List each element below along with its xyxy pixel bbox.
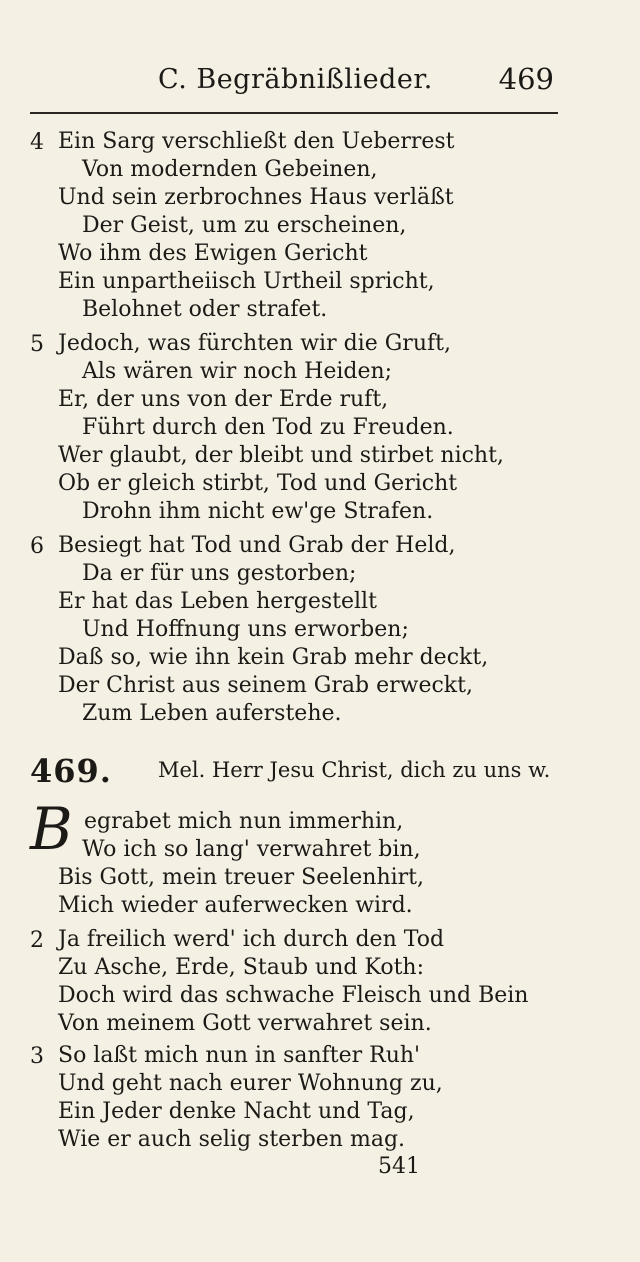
section-title: C. Begräbnißlieder.	[158, 64, 433, 95]
verse-line: Besiegt hat Tod und Grab der Held,	[58, 533, 456, 558]
verse-line: So laßt mich nun in sanfter Ruh'	[58, 1043, 421, 1068]
verse-line: Wo ich so lang' verwahret bin,	[82, 837, 421, 862]
stanza-number: 4	[30, 130, 44, 155]
verse-line: Zu Asche, Erde, Staub und Koth:	[58, 955, 424, 980]
verse-line: Wo ihm des Ewigen Gericht	[58, 241, 368, 266]
verse-line: Führt durch den Tod zu Freuden.	[82, 415, 454, 440]
verse-line: Von modernden Gebeinen,	[82, 157, 378, 182]
hymn-heading	[30, 752, 590, 796]
verse-line: Doch wird das schwache Fleisch und Bein	[58, 983, 529, 1008]
verse-line: Und sein zerbrochnes Haus verläßt	[58, 185, 454, 210]
melody-reference: Mel. Herr Jesu Christ, dich zu uns w.	[158, 758, 551, 782]
verse-line: Mich wieder auferwecken wird.	[58, 893, 413, 918]
verse-line: Der Geist, um zu erscheinen,	[82, 213, 407, 238]
verse-line: Wer glaubt, der bleibt und stirbet nicht,	[58, 443, 504, 468]
verse-line: Von meinem Gott verwahret sein.	[58, 1011, 432, 1036]
header-rule	[30, 112, 558, 114]
verse-line: Jedoch, was fürchten wir die Gruft,	[58, 331, 451, 356]
stanza-number: 6	[30, 534, 44, 559]
signature-mark: 541	[378, 1154, 420, 1179]
stanza-number: 3	[30, 1044, 44, 1069]
verse-line: Bis Gott, mein treuer Seelenhirt,	[58, 865, 425, 890]
verse-line: Zum Leben auferstehe.	[82, 701, 342, 726]
verse-line: egrabet mich nun immerhin,	[84, 809, 404, 834]
running-header	[0, 60, 640, 104]
verse-line: Er hat das Leben hergestellt	[58, 589, 377, 614]
verse-line: Er, der uns von der Erde ruft,	[58, 387, 389, 412]
drop-cap: B	[30, 795, 73, 863]
page-number: 469	[498, 62, 554, 96]
verse-line: Der Christ aus seinem Grab erweckt,	[58, 673, 473, 698]
verse-line: Wie er auch selig sterben mag.	[58, 1127, 406, 1152]
verse-line: Da er für uns gestorben;	[82, 561, 357, 586]
verse-line: Ein unpartheiisch Urtheil spricht,	[58, 269, 435, 294]
verse-line: Ein Sarg verschließt den Ueberrest	[58, 129, 455, 154]
stanza-number: 5	[30, 332, 44, 357]
verse-line: Ob er gleich stirbt, Tod und Gericht	[58, 471, 458, 496]
verse-line: Drohn ihm nicht ew'ge Strafen.	[82, 499, 434, 524]
hymn-number: 469.	[30, 752, 112, 790]
stanza-number: 2	[30, 928, 44, 953]
verse-line: Ein Jeder denke Nacht und Tag,	[58, 1099, 415, 1124]
verse-line: Daß so, wie ihn kein Grab mehr deckt,	[58, 645, 489, 670]
verse-line: Und geht nach eurer Wohnung zu,	[58, 1071, 443, 1096]
verse-line: Als wären wir noch Heiden;	[82, 359, 393, 384]
verse-line: Belohnet oder strafet.	[82, 297, 328, 322]
verse-line: Ja freilich werd' ich durch den Tod	[58, 927, 445, 952]
verse-line: Und Hoffnung uns erworben;	[82, 617, 409, 642]
